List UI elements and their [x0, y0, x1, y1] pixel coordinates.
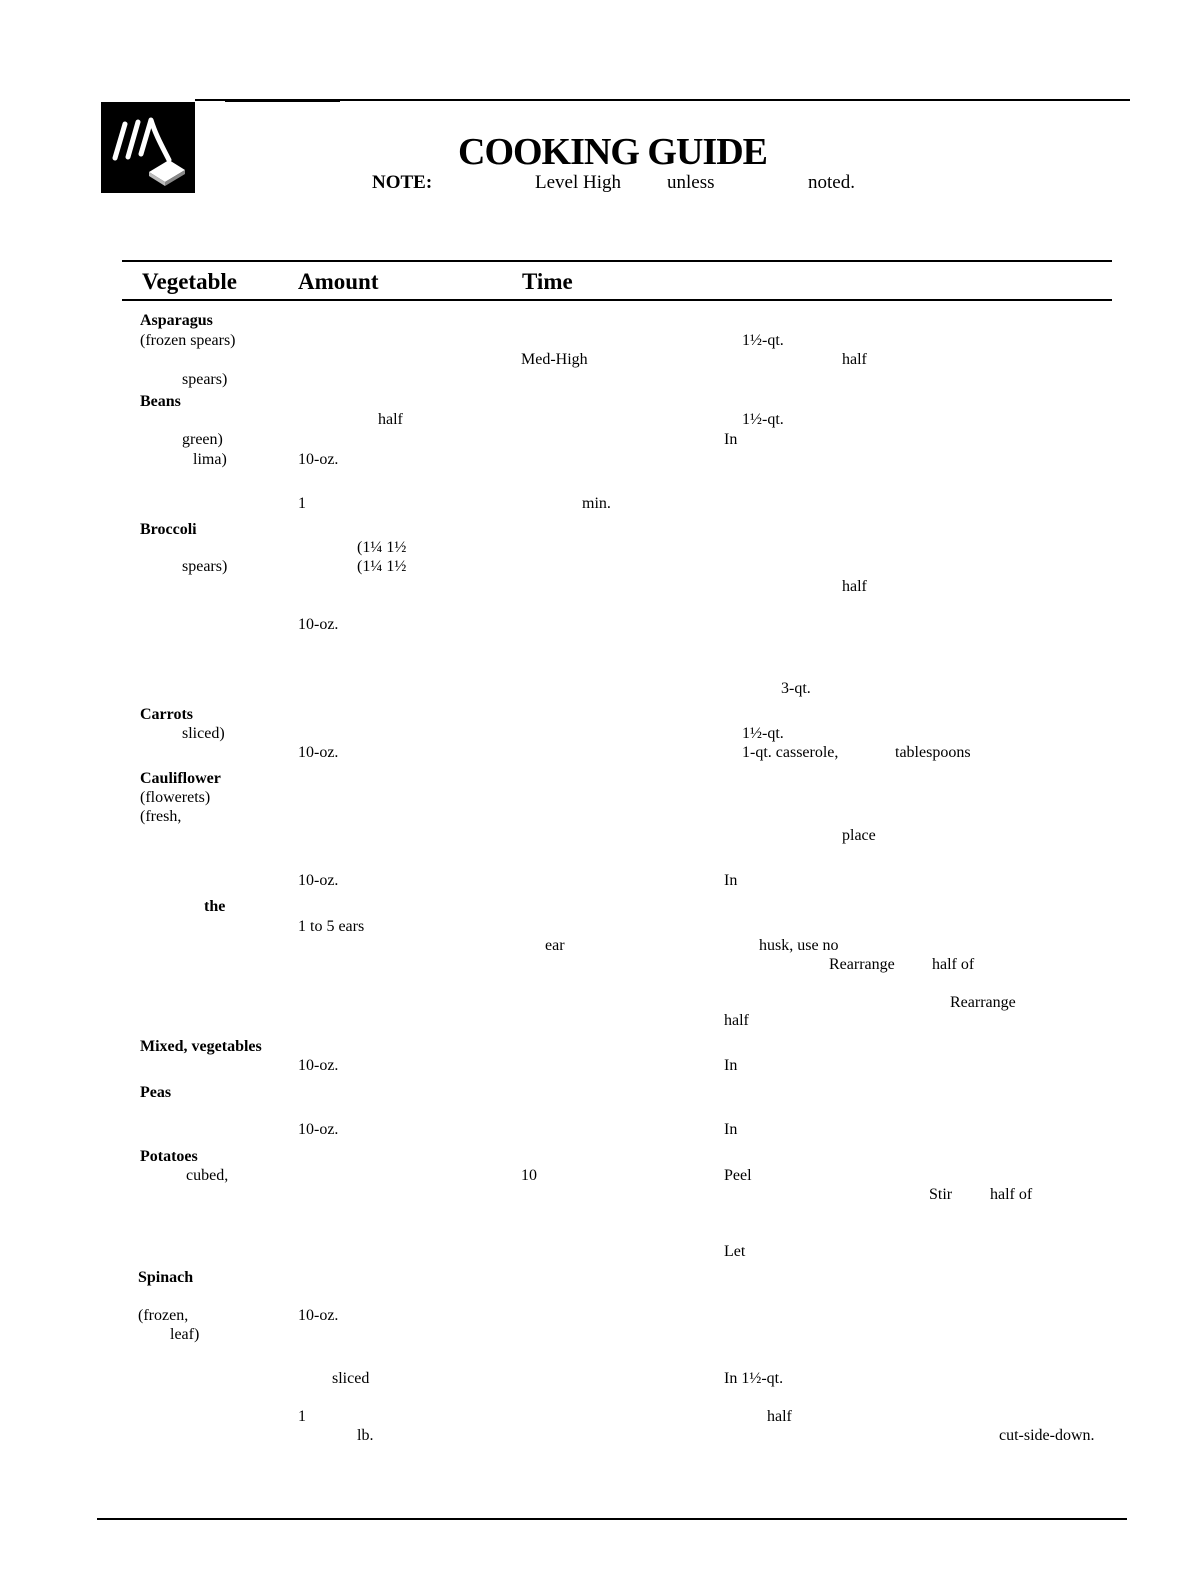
vegetable-peas: Peas [140, 1084, 172, 1101]
vegetable-asparagus-spears: spears) [182, 371, 228, 388]
note-asparagus-dish: 1½-qt. [742, 332, 784, 349]
note-carrots-casserole: 1-qt. casserole, [742, 744, 839, 761]
amount-broccoli-package: 10-oz. [298, 616, 339, 633]
column-header-vegetable: Vegetable [142, 269, 237, 294]
note-unless: unless [667, 172, 715, 193]
amount-broccoli-range-1: (1¼ 1½ [357, 539, 407, 556]
vegetable-beans-green: green) [182, 431, 223, 448]
note-broccoli-half: half [842, 578, 867, 595]
vegetable-broccoli-spears: spears) [182, 558, 228, 575]
time-potatoes-ten: 10 [521, 1167, 537, 1184]
note-cauliflower-in: In [724, 872, 738, 889]
note-carrots-dish: 1½-qt. [742, 725, 784, 742]
vegetable-asparagus-frozen: (frozen spears) [140, 332, 236, 349]
note-corn-half: half [724, 1012, 749, 1029]
note-potatoes-stir: Stir [929, 1186, 953, 1203]
note-mixed-in: In [724, 1057, 738, 1074]
vegetable-cauliflower-flowerets: (flowerets) [140, 789, 211, 806]
vegetable-spinach-frozen: (frozen, [138, 1307, 189, 1324]
vegetable-carrots-sliced: sliced) [182, 725, 225, 742]
amount-peas-package: 10-oz. [298, 1121, 339, 1138]
note-carrots-tablespoons: tablespoons [895, 744, 971, 761]
note-broccoli-dish: 3-qt. [781, 680, 811, 697]
page-title: COOKING GUIDE [458, 131, 767, 173]
column-header-amount: Amount [298, 269, 379, 294]
vegetable-potatoes-cubed: cubed, [186, 1167, 229, 1184]
amount-beans-one: 1 [298, 495, 306, 512]
note-label: NOTE: [372, 172, 433, 193]
note-beans-dish: 1½-qt. [742, 411, 784, 428]
vegetable-beans: Beans [140, 393, 181, 410]
table-header-rule-top [122, 260, 1112, 262]
amount-beans-package: 10-oz. [298, 451, 339, 468]
note-squash-cut-side-down: cut-side-down. [999, 1427, 1095, 1444]
vegetable-corn-the: the [204, 898, 226, 915]
note-asparagus-half: half [842, 351, 867, 368]
amount-mixed-package: 10-oz. [298, 1057, 339, 1074]
vegetable-spinach-leaf: leaf) [170, 1326, 200, 1343]
vegetable-beans-lima: lima) [193, 451, 227, 468]
bottom-rule [97, 1518, 1127, 1520]
note-cauliflower-place: place [842, 827, 876, 844]
amount-broccoli-range-2: (1¼ 1½ [357, 558, 407, 575]
vegetable-cauliflower-fresh: (fresh, [140, 808, 182, 825]
amount-squash-one: 1 [298, 1408, 306, 1425]
amount-carrots-package: 10-oz. [298, 744, 339, 761]
vegetable-cauliflower: Cauliflower [140, 770, 221, 787]
note-power-level: Level High [535, 172, 622, 193]
note-corn-rearrange: Rearrange [829, 956, 895, 973]
vegetable-asparagus: Asparagus [140, 312, 213, 329]
column-header-time: Time [522, 269, 573, 294]
table-header-rule-bottom [122, 299, 1112, 301]
note-corn-half-of: half of [932, 956, 975, 973]
amount-beans-half: half [378, 411, 403, 428]
time-beans-min: min. [582, 495, 611, 512]
note-beans-in: In [724, 431, 738, 448]
vegetable-mixed-vegetables: Mixed, vegetables [140, 1038, 262, 1055]
note-potatoes-half-of: half of [990, 1186, 1033, 1203]
note-peas-in: In [724, 1121, 738, 1138]
time-asparagus-power: Med-High [521, 351, 588, 368]
vegetable-potatoes: Potatoes [140, 1148, 198, 1165]
note-corn-rearrange-2: Rearrange [950, 994, 1016, 1011]
vegetable-spinach: Spinach [138, 1269, 194, 1286]
amount-cauliflower-package: 10-oz. [298, 872, 339, 889]
time-corn-ear: ear [545, 937, 565, 954]
note-squash-dish: In 1½-qt. [724, 1370, 784, 1387]
amount-corn-ears: 1 to 5 ears [298, 918, 365, 935]
note-corn-husk: husk, use no [759, 937, 839, 954]
note-squash-half: half [767, 1408, 792, 1425]
note-potatoes-peel: Peel [724, 1167, 752, 1184]
vegetable-broccoli: Broccoli [140, 521, 197, 538]
note-noted: noted. [808, 172, 855, 193]
amount-squash-sliced: sliced [332, 1370, 370, 1387]
vegetable-carrots: Carrots [140, 706, 194, 723]
top-rule-accent [225, 101, 340, 102]
hand-touchpad-logo-icon [101, 102, 195, 193]
amount-spinach-package: 10-oz. [298, 1307, 339, 1324]
note-potatoes-let: Let [724, 1243, 746, 1260]
amount-squash-lb: lb. [357, 1427, 374, 1444]
